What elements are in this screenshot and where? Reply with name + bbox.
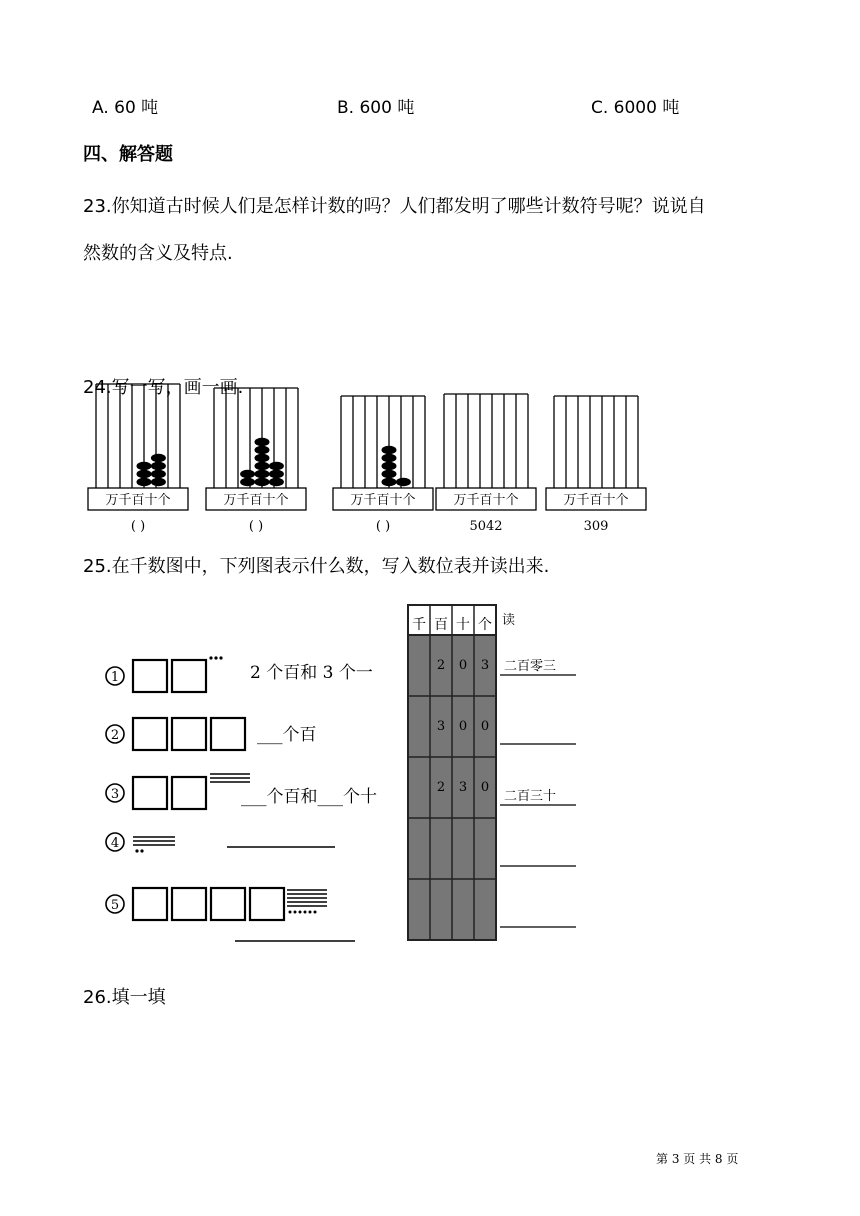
page-number: 第 3 页 共 8 页 [656, 1152, 739, 1166]
item-1 [106, 656, 373, 692]
option-b: B. 600 吨 [337, 98, 415, 118]
table-header: 百 [434, 617, 448, 633]
bead [137, 470, 152, 478]
abacus-place-label: 万千百十个 [350, 493, 416, 508]
section-heading: 四、解答题 [83, 144, 173, 165]
abacus-group [78, 380, 678, 542]
q23-line2: 然数的含义及特点. [83, 243, 233, 264]
abacus-caption: ( ) [130, 519, 146, 534]
q26-title: 26.填一填 [83, 987, 166, 1008]
bead [382, 478, 397, 486]
abacus-place-label: 万千百十个 [453, 493, 519, 508]
bead [382, 454, 397, 462]
q25-title: 25.在千数图中，下列图表示什么数，写入数位表并读出来. [83, 556, 550, 577]
bead [396, 478, 411, 486]
abacus-place-label: 万千百十个 [105, 493, 171, 508]
q23-line1: 23.你知道古时候人们是怎样计数的吗？人们都发明了哪些计数符号呢？说说自 [83, 196, 706, 217]
abacus-place-label: 万千百十个 [563, 493, 629, 508]
bead [137, 462, 152, 470]
svg-text:2: 2 [110, 728, 120, 743]
bead [151, 454, 166, 462]
abacus-caption: ( ) [248, 519, 264, 534]
abacus-2 [206, 388, 306, 534]
bead [240, 478, 255, 486]
svg-text:5: 5 [110, 898, 120, 913]
bead [255, 446, 270, 454]
bead [255, 478, 270, 486]
option-a: A. 60 吨 [92, 98, 159, 118]
item-1-number: 1 [110, 670, 120, 685]
table-header: 个 [478, 617, 492, 633]
bead [382, 462, 397, 470]
abacus-5 [546, 396, 646, 534]
bead [382, 470, 397, 478]
item-2 [106, 718, 317, 750]
place-value-table [405, 603, 585, 945]
table-digit: 3 [458, 780, 468, 795]
svg-text:3: 3 [110, 787, 120, 802]
table-digit: 0 [480, 719, 490, 734]
item-4 [106, 833, 335, 853]
item-5 [106, 888, 355, 941]
svg-text:4: 4 [110, 836, 120, 851]
table-digit: 2 [436, 658, 446, 673]
bead [382, 446, 397, 454]
abacus-place-label: 万千百十个 [223, 493, 289, 508]
bead [151, 462, 166, 470]
bead [151, 470, 166, 478]
abacus-1 [88, 384, 188, 534]
read-header: 读 [502, 613, 516, 628]
table-digit: 0 [480, 780, 490, 795]
table-header: 千 [412, 617, 426, 633]
abacus-caption: ( ) [375, 519, 391, 534]
bead [269, 462, 284, 470]
read-answer: 二百零三 [504, 659, 557, 674]
bead [137, 478, 152, 486]
item-1-text: 2 个百和 3 个一 [250, 663, 373, 683]
item-3 [106, 774, 377, 809]
table-digit: 3 [436, 719, 446, 734]
option-c: C. 6000 吨 [591, 98, 680, 118]
abacus-4 [436, 394, 536, 534]
bead [255, 470, 270, 478]
table-digit: 2 [436, 780, 446, 795]
bead [255, 462, 270, 470]
abacus-3 [333, 396, 433, 534]
read-answer: 二百三十 [504, 789, 557, 804]
table-digit: 3 [480, 658, 490, 673]
bead [151, 478, 166, 486]
bead [269, 470, 284, 478]
bead [255, 438, 270, 446]
abacus-caption: 5042 [469, 519, 503, 534]
item-2-text: ___个百 [257, 725, 317, 745]
bead [269, 478, 284, 486]
q24-title: 24.写一写，画一画. [83, 377, 244, 398]
item-3-text: ___个百和___个十 [241, 787, 377, 807]
table-digit: 0 [458, 658, 468, 673]
abacus-caption: 309 [583, 519, 609, 534]
table-header: 十 [456, 617, 470, 633]
bead [255, 454, 270, 462]
bead [240, 470, 255, 478]
table-digit: 0 [458, 719, 468, 734]
thousand-chart-items [95, 640, 415, 950]
